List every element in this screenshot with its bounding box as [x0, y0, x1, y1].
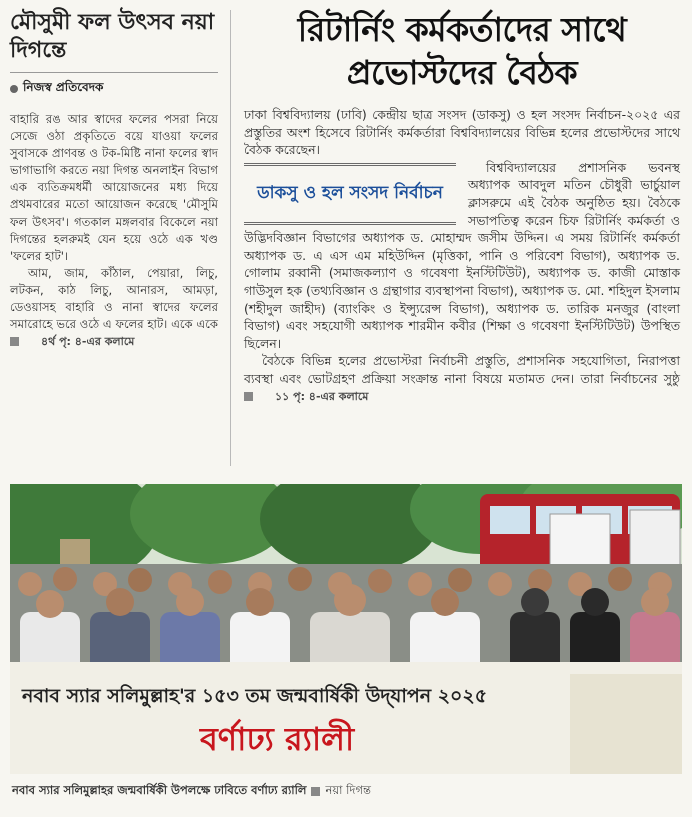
rally-banner [10, 662, 682, 774]
column-divider [230, 10, 231, 466]
main-story [244, 8, 680, 470]
caption-text: নবাব স্যার সলিমুল্লাহর জন্মবার্ষিকী উপলক্ষে ঢাবিতে বর্ণাঢ্য র‍্যালি [12, 783, 307, 797]
caption-credit: নয়া দিগন্ত [325, 783, 371, 797]
banner-line2: বর্ণাঢ্য র‍্যালী [200, 720, 355, 758]
photo-caption [12, 782, 680, 801]
main-paragraph-3 [244, 352, 680, 405]
left-story-body [10, 111, 218, 351]
reporter-byline [10, 79, 218, 99]
crowd [10, 564, 682, 672]
placard [630, 510, 680, 570]
section-label: ডাকসু ও হল সংসদ নির্বাচন [257, 182, 443, 203]
left-story [10, 8, 218, 470]
main-paragraph-3-text: বৈঠকে বিভিন্ন হলের প্রভোস্টরা নির্বাচনী প্রস্তুতি, প্রশাসনিক সহযোগিতা, নিরাপত্তা ব্যবস্থা এবং ভোটগ্রহণ প্রক্রিয়া সংক্রান্ত নানা বিষয়ে মতামত দেন। তারা নির্বাচনের সুষ্ঠু [244, 353, 680, 386]
main-paragraph-2: বিশ্ববিদ্যালয়ের প্রশাসনিক ভবনস্থ অধ্যাপক আবদুল মতিন চৌধুরী ভার্চুয়াল ক্লাসরুমে এই বৈঠক অনুষ্ঠিত হয়। বৈঠকে সভাপতিত্ব করেন চিফ রিটার্নিং কর্মকর্তা ও উদ্ভিদবিজ্ঞান বিভাগের অধ্যাপক ড. মোহাম্মদ জসীম উদ্দিন। এ সময় রিটার্নিং কর্মকর্তা অধ্যাপক ড. এ এস এম মহিউদ্দিন (মৃত্তিকা, পানি ও পরিবেশ বিভাগ), অধ্যাপক ড. গোলাম রব্বানী (সমাজকল্যাণ ও গবেষণা ইনস্টিটিউট), অধ্যাপক ড. কাজী মোস্তাক গাউসুল হক (তথ্যবিজ্ঞান ও গ্রন্থাগার ব্যবস্থাপনা বিভাগ), অধ্যাপক ড. মো. শহিদুল ইসলাম (শহীদুল জাহীদ) (ব্যাংকিং ও ইন্স্যুরেন্স বিভাগ), অধ্যাপক ড. তারিক মনজুর (বাংলা বিভাগ) এবং সহযোগী অধ্যাপক শারমীন কবীর (শিক্ষা ও গবেষণা ইনস্টিটিউট) উপস্থিত ছিলেন। [244, 159, 680, 351]
headline-rule [10, 72, 218, 73]
left-paragraph-1: বাহারি রঙ আর স্বাদের ফলের পসরা নিয়ে সেজে ওঠা প্রকৃতিতে বয়ে যাওয়া ফলের সুবাসকে প্রাণবন্ত ও টক-মিষ্টি নানা ফলের স্বাদ ভাগাভাগি করতে নয়া দিগন্ত অনলাইন বিভাগ এক ব্যতিক্রমধর্মী আয়োজনের মধ্য দিয়ে প্রথমবারের মতো আয়োজন করেছে 'মৌসুমি ফল উৎসব'। গতকাল মঙ্গলবার বিকেলে নয়া দিগন্তের হলরুমই যেন হয়ে ওঠে এক খণ্ড 'ফলের হাট'। [10, 112, 218, 263]
rally-photo-illustration [10, 484, 682, 774]
main-headline-line1: রিটার্নিং কর্মকর্তাদের সাথে [297, 10, 627, 49]
placard [550, 514, 610, 569]
square-bullet-icon [10, 337, 19, 346]
square-bullet-icon [244, 392, 253, 401]
reporter-name: নিজস্ব প্রতিবেদক [23, 80, 104, 94]
main-continuation [244, 388, 368, 406]
bullet-dot-icon [10, 85, 18, 93]
left-story-headline: মৌসুমী ফল উৎসব নয়া দিগন্তে [10, 9, 215, 63]
section-label-box [244, 163, 456, 225]
square-bullet-icon [311, 787, 320, 796]
banner-line1: নবাব স্যার সলিমুল্লাহ'র ১৫৩ তম জন্মবার্ষিকী উদ্‌যাপন ২০২৫ [22, 685, 488, 707]
left-continuation-text: ৪র্থ পৃ: ৪-এর কলামে [41, 335, 135, 349]
main-continuation-text: ১১ পৃ: ৪-এর কলামে [275, 389, 369, 403]
left-paragraph-2 [10, 265, 218, 352]
left-continuation [10, 333, 134, 350]
main-lead: ঢাকা বিশ্ববিদ্যালয় (ঢাবি) কেন্দ্রীয় ছাত্র সংসদ (ডাকসু) ও হল সংসদ নির্বাচন-২০২৫ এর প্রস্তুতির অংশ হিসেবে রিটার্নিং কর্মকর্তারা বিশ্ববিদ্যালয়ের বিভিন্ন হলের প্রভোস্টদের সাথে বৈঠক করেছেন। [244, 107, 680, 158]
rally-photo [10, 484, 682, 774]
main-story-body [244, 106, 680, 405]
left-paragraph-2-text: আম, জাম, কাঁঠাল, পেয়ারা, লিচু, লটকন, কাঠ লিচু, আনারস, আমড়া, ডেওয়াসহ বাহারি ও নানা স্বাদের ফলের সমারোহে ভরে ওঠে এ ফলের হাট। একে একে [10, 265, 218, 332]
main-headline [244, 8, 680, 94]
main-headline-line2: প্রভোস্টদের বৈঠক [346, 53, 578, 92]
